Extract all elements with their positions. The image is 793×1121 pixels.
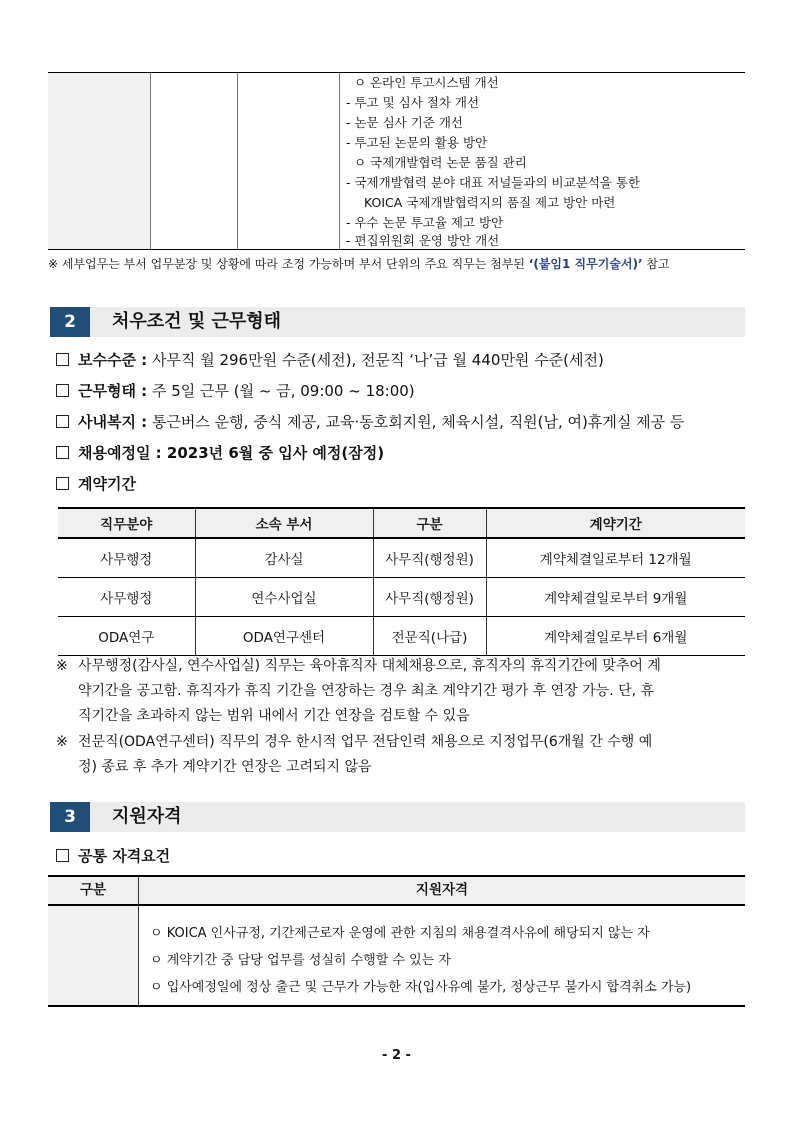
duty-line: KOICA 국제개발협력지의 품질 제고 방안 마련 <box>364 195 616 210</box>
table-header-row <box>48 877 745 906</box>
table-cell: 전문직(나급) <box>373 617 486 656</box>
qualification-item: ㅇ 입사예정일에 정상 출근 및 근무가 가능한 자(입사유예 불가, 정상근무 불가시 합격취소 가능) <box>150 980 692 995</box>
table-cell: 사무행정 <box>58 538 195 578</box>
bullet-label: 계약기간 <box>78 475 136 493</box>
column-header: 직무분야 <box>58 508 195 538</box>
table-cell-empty <box>48 906 139 1005</box>
qualification-table <box>48 875 745 1007</box>
duty-line: - 편집위원회 운영 방안 개선 <box>346 233 500 248</box>
table-row <box>58 538 745 578</box>
reference-mark: ※ <box>56 658 68 674</box>
column-header: 구분 <box>373 508 486 538</box>
bullet-text: 주 5일 근무 (월 ~ 금, 09:00 ~ 18:00) <box>147 382 415 400</box>
section-header-3 <box>50 802 745 832</box>
attachment-reference: ‘(붙임1 직무기술서)’ <box>528 257 643 271</box>
bullet-label: 채용예정일 : 2023년 6월 중 입사 예정(잠정) <box>78 444 385 462</box>
qualification-item: ㅇ 계약기간 중 담당 업무를 성실히 수행할 수 있는 자 <box>150 953 451 968</box>
section-number: 2 <box>50 307 90 337</box>
table-cell: ODA연구센터 <box>195 617 373 656</box>
note-text: ※ 세부업무는 부서 업무분장 및 상황에 따라 조정 가능하며 부서 단위의 주요 직무는 첨부된 <box>48 257 529 271</box>
duty-line: ㅇ 온라인 투고시스템 개선 <box>354 75 499 90</box>
duty-line: - 투고된 논문의 활용 방안 <box>346 135 488 150</box>
note-line: 직기간을 초과하지 않는 범위 내에서 기간 연장을 검토할 수 있음 <box>78 708 470 724</box>
checkbox-square-icon <box>56 353 69 366</box>
table-cell-empty <box>151 73 238 249</box>
bullet-welfare <box>56 411 684 432</box>
bullet-common-requirements <box>56 845 170 866</box>
column-header: 계약기간 <box>486 508 745 538</box>
note-line: 정) 종료 후 추가 계약기간 연장은 고려되지 않음 <box>78 759 372 775</box>
checkbox-square-icon <box>56 849 69 862</box>
bullet-label: 공통 자격요건 <box>78 847 171 865</box>
column-header: 소속 부서 <box>195 508 373 538</box>
table-header-row <box>58 508 745 538</box>
duty-line: - 논문 심사 기준 개선 <box>346 115 464 130</box>
table-cell: 감사실 <box>195 538 373 578</box>
page-number: - 2 - <box>382 1048 411 1063</box>
table-row <box>58 617 745 656</box>
section-number: 3 <box>50 802 90 832</box>
bullet-label: 보수수준 : <box>78 351 148 369</box>
contract-period-table <box>58 507 745 656</box>
checkbox-square-icon <box>56 415 69 428</box>
bullet-text: 통근버스 운행, 중식 제공, 교육·동호회지원, 체육시설, 직원(남, 여)휴게실 제공 등 <box>147 413 685 431</box>
section-header-2 <box>50 307 745 337</box>
note-tail: 참고 <box>642 257 670 271</box>
duty-line: - 우수 논문 투고율 제고 방안 <box>346 215 504 230</box>
bullet-label: 근무형태 : <box>78 382 148 400</box>
duty-line: ㅇ 국제개발협력 논문 품질 관리 <box>354 155 527 170</box>
reference-mark: ※ <box>56 734 68 750</box>
section-title: 처우조건 및 근무형태 <box>112 311 282 332</box>
bullet-start-date <box>56 442 384 463</box>
table-cell: 사무행정 <box>58 578 195 617</box>
bullet-text: 사무직 월 296만원 수준(세전), 전문직 ‘나’급 월 440만원 수준(세전) <box>147 351 604 369</box>
table-cell: 계약체결일로부터 6개월 <box>486 617 745 656</box>
note-line: 약기간을 공고함. 휴직자가 휴직 기간을 연장하는 경우 최초 계약기간 평가 후 연장 가능. 단, 휴 <box>78 683 655 699</box>
section-title: 지원자격 <box>112 806 182 827</box>
table-cell: ODA연구 <box>58 617 195 656</box>
duty-line: - 국제개발협력 분야 대표 저널들과의 비교분석을 통한 <box>346 175 641 190</box>
note-line: 사무행정(감사실, 연수사업실) 직무는 육아휴직자 대체채용으로, 휴직자의 휴직기간에 맞추어 계 <box>78 658 661 674</box>
table-cell: 연수사업실 <box>195 578 373 617</box>
qualification-item: ㅇ KOICA 인사규정, 기간제근로자 운영에 관한 지침의 채용결격사유에 해당되지 않는 자 <box>150 926 650 941</box>
table-cell: 사무직(행정원) <box>373 538 486 578</box>
checkbox-square-icon <box>56 446 69 459</box>
bullet-salary <box>56 349 604 370</box>
checkbox-square-icon <box>56 477 69 490</box>
table-cell: 계약체결일로부터 12개월 <box>486 538 745 578</box>
bullet-work-type <box>56 380 415 401</box>
duties-detail-cell <box>340 73 745 249</box>
column-header: 구분 <box>48 877 139 904</box>
duty-line: - 투고 및 심사 절차 개선 <box>346 95 480 110</box>
column-header: 지원자격 <box>415 882 469 898</box>
note-line: 전문직(ODA연구센터) 직무의 경우 한시적 업무 전담인력 채용으로 지정업무(6개월 간 수행 예 <box>78 734 653 750</box>
table-cell: 계약체결일로부터 9개월 <box>486 578 745 617</box>
table-cell-empty <box>48 73 151 249</box>
table-cell: 사무직(행정원) <box>373 578 486 617</box>
duties-note <box>48 255 670 272</box>
table-row <box>58 578 745 617</box>
checkbox-square-icon <box>56 384 69 397</box>
duties-table-continuation <box>48 72 745 250</box>
table-cell-empty <box>238 73 340 249</box>
bullet-label: 사내복지 : <box>78 413 148 431</box>
bullet-contract-period <box>56 473 136 494</box>
